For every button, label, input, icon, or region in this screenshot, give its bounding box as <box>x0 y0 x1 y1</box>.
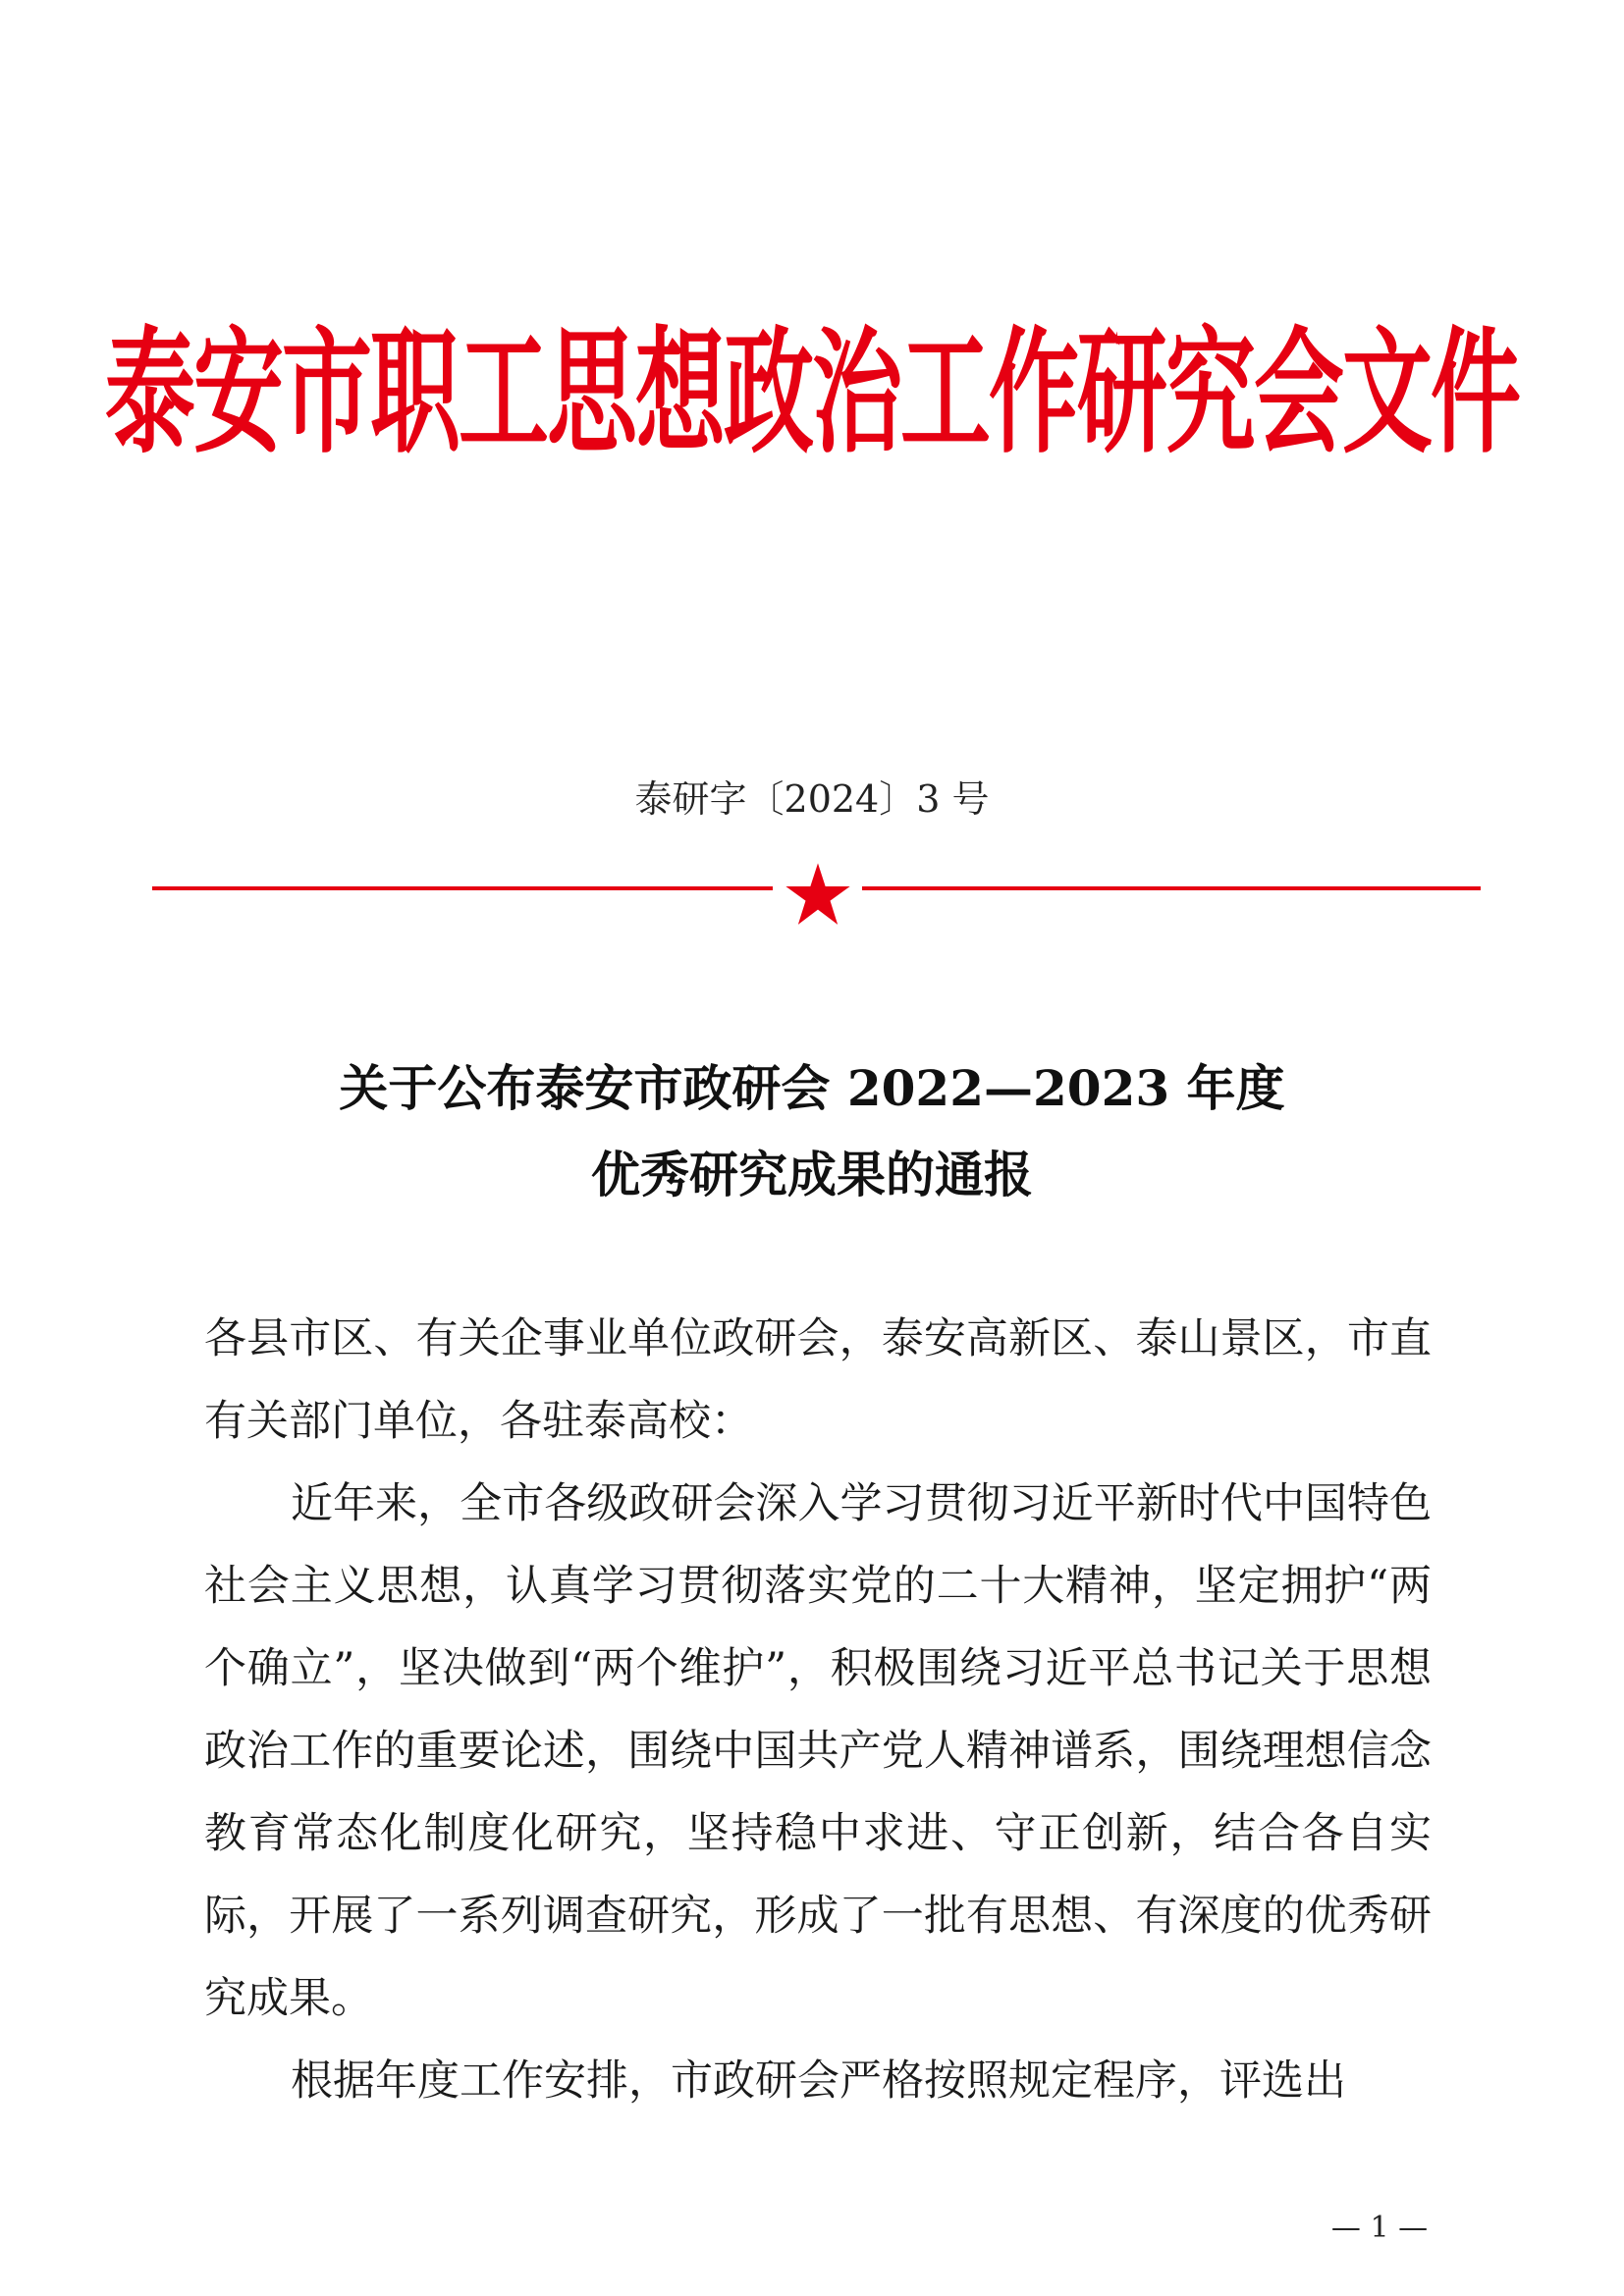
body-paragraph-2: 根据年度工作安排，市政研会严格按照规定程序，评选出 <box>291 2056 1346 2106</box>
red-divider-left <box>152 886 773 890</box>
document-number: 泰研字〔2024〕3 号 <box>634 777 990 821</box>
addressee: 各县市区、有关企事业单位政研会，泰安高新区、泰山景区，市直有关部门单位，各驻泰高校： <box>204 1314 1432 1446</box>
masthead-title: 泰安市职工思想政治工作研究会文件 <box>104 312 1519 472</box>
document-title <box>0 1045 1624 1218</box>
star-icon <box>784 862 852 927</box>
body-paragraph-1: 近年来，全市各级政研会深入学习贯彻习近平新时代中国特色社会主义思想，认真学习贯彻落实党的二十大精神，坚定拥护“两个确立”，坚决做到“两个维护”，积极围绕习近平总书记关于思想政治工作的重要论述，围绕中国共产党人精神谱系，围绕理想信念教育常态化制度化研究，坚持稳中求进、守正创新，结合各自实际，开展了一系列调查研究，形成了一批有思想、有深度的优秀研究成果。 <box>204 1479 1432 2023</box>
document-body <box>204 1298 1432 2122</box>
page-number: — 1 — <box>1330 2211 1429 2245</box>
title-line-1: 关于公布泰安市政研会 2022—2023 年度 <box>339 1059 1285 1117</box>
red-divider-right <box>862 886 1481 890</box>
title-line-2: 优秀研究成果的通报 <box>591 1146 1033 1203</box>
